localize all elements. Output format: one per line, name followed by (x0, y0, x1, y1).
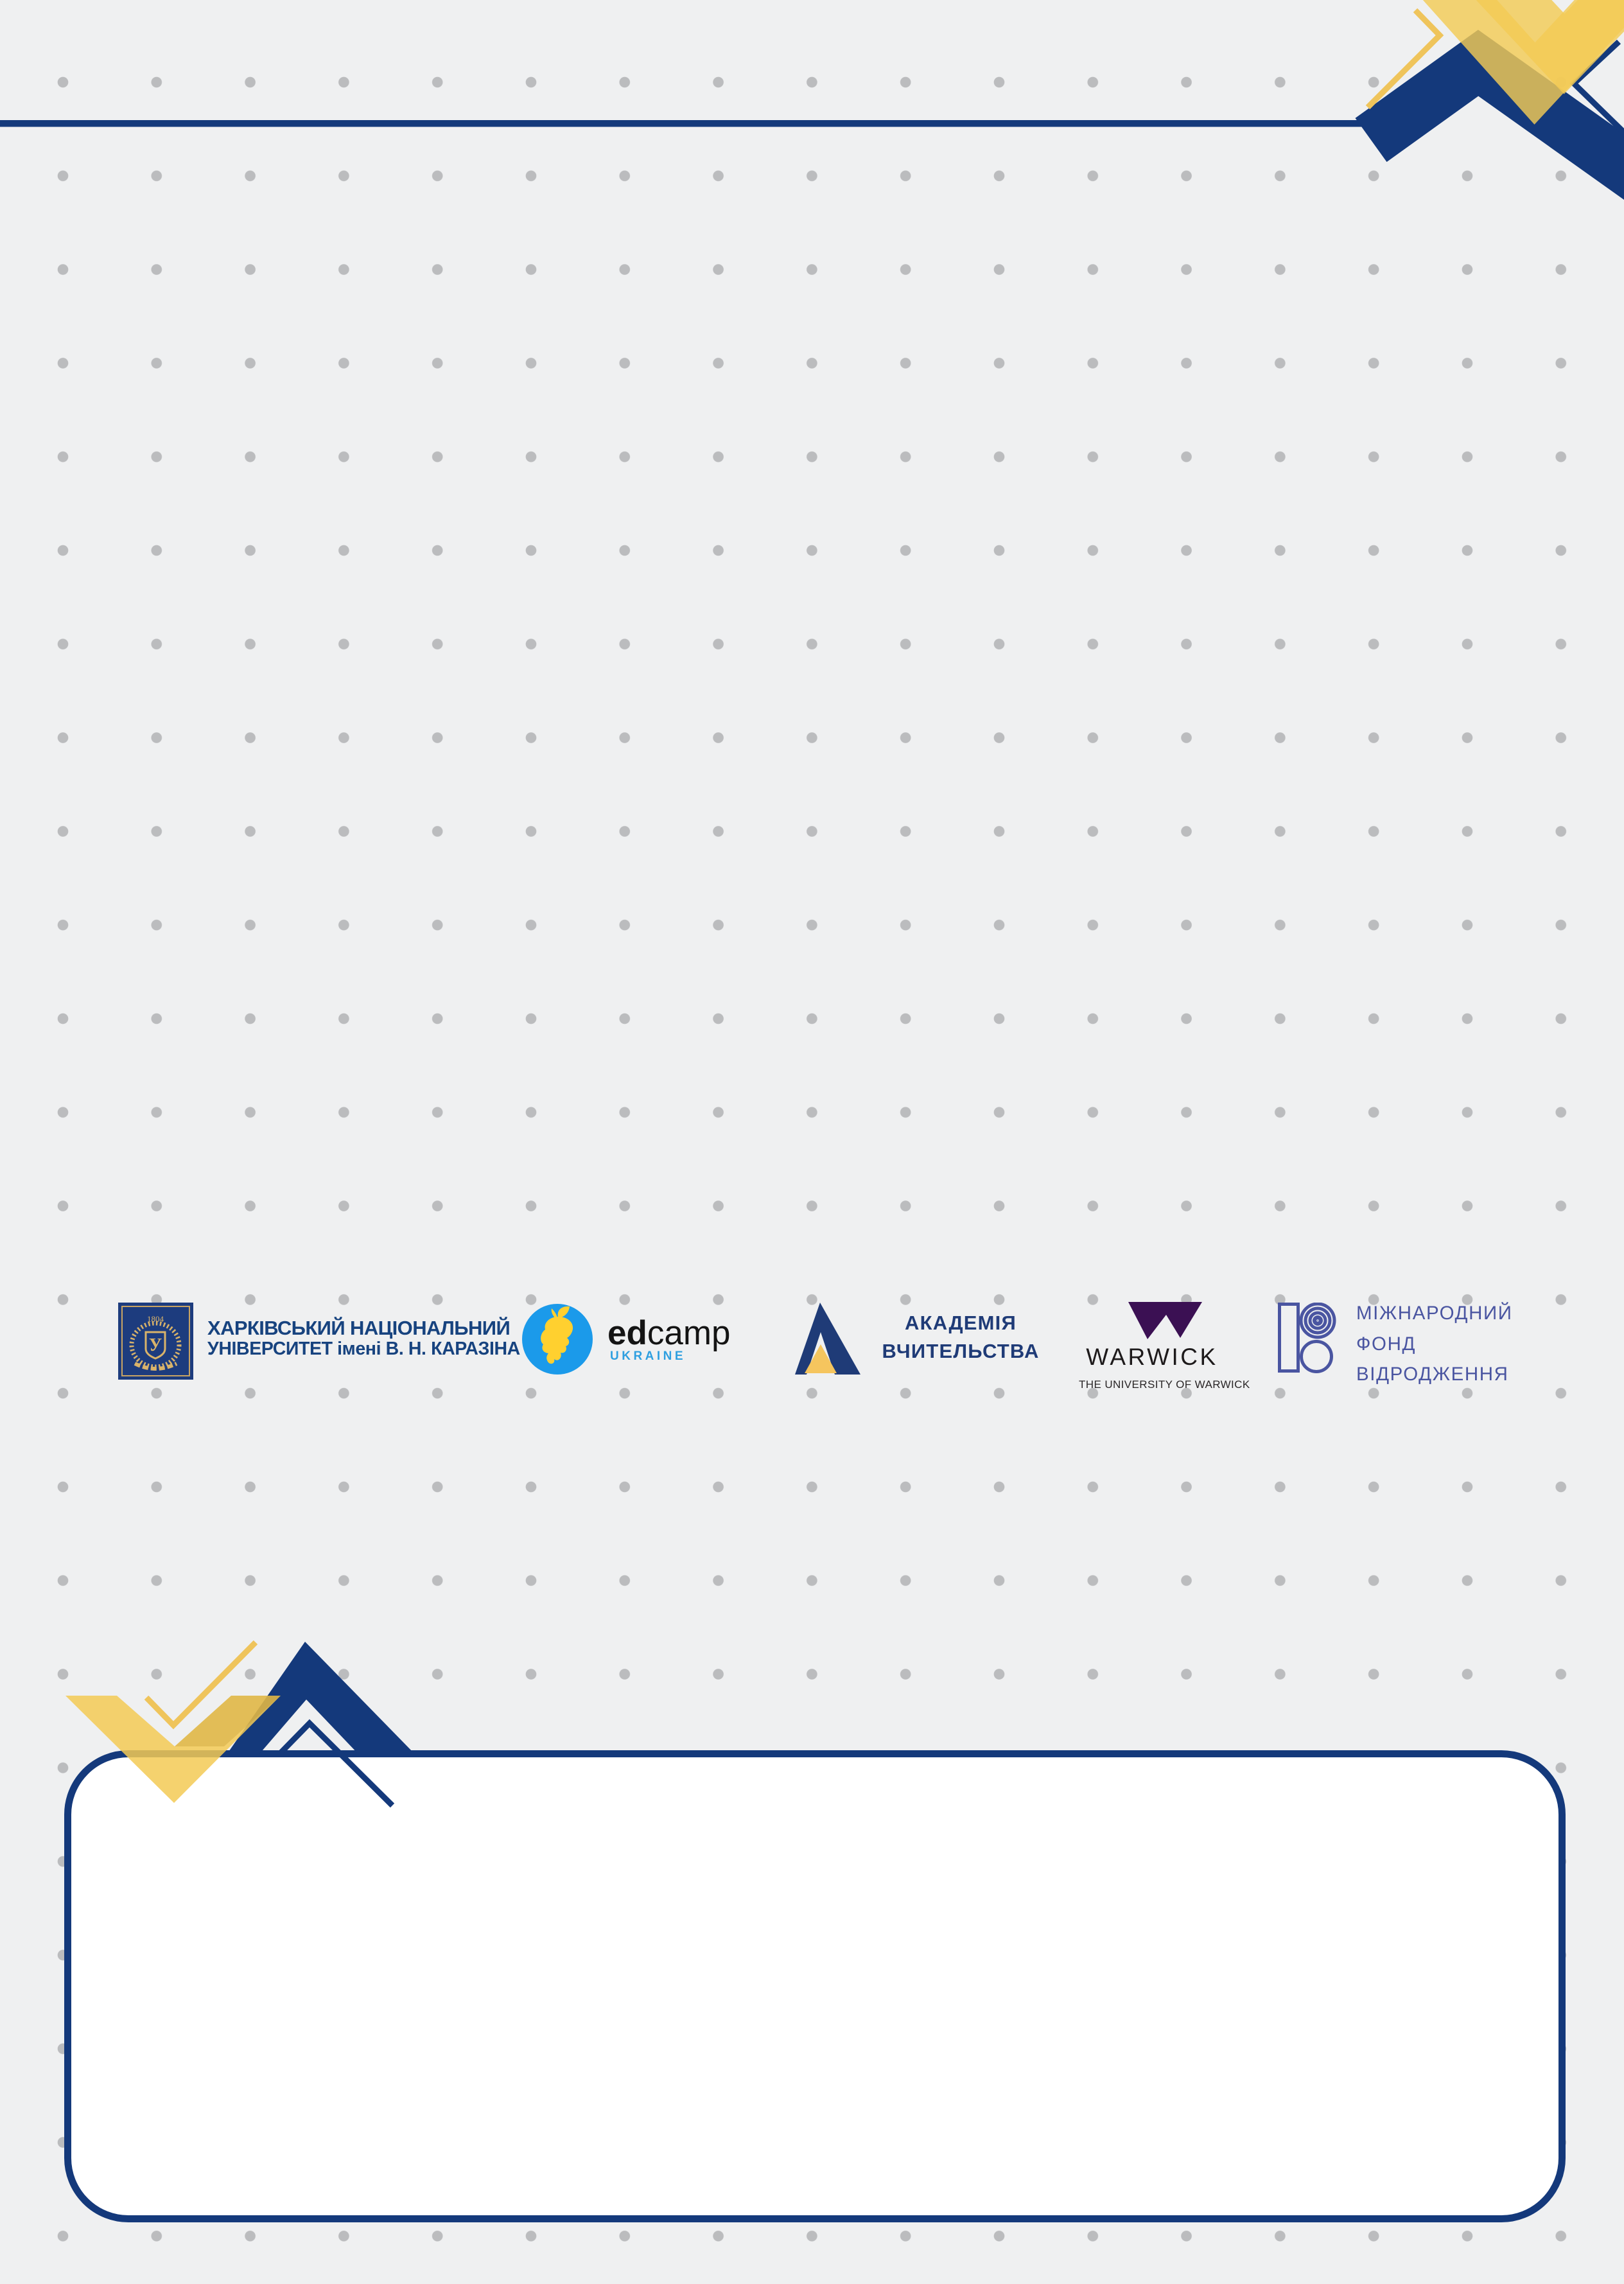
irf-mark-shapes (1280, 1304, 1335, 1372)
irf-name-line3: ВІДРОДЖЕННЯ (1356, 1364, 1509, 1385)
irf-name (1356, 1298, 1513, 1390)
academy-logo-icon (792, 1301, 863, 1376)
karazin-university-logo (118, 1303, 193, 1380)
karazin-emblem-border (121, 1306, 190, 1376)
academy-name-line1: АКАДЕМІЯ (905, 1312, 1017, 1334)
edcamp-word-bold: ed (607, 1314, 647, 1352)
academy-name (864, 1309, 1057, 1366)
warwick-logo-icon (1127, 1302, 1203, 1340)
bottom-left-chevron-decoration (0, 1561, 450, 1856)
karazin-emblem-letter: У (148, 1335, 162, 1355)
top-divider-line (0, 120, 1395, 127)
karazin-name-line2: УНІВЕРСИТЕТ імені В. Н. КАРАЗІНА (207, 1339, 520, 1359)
karazin-university-name (207, 1317, 520, 1359)
edcamp-wordmark (607, 1316, 730, 1350)
warwick-name: WARWICK (1086, 1344, 1218, 1370)
academy-name-line2: ВЧИТЕЛЬСТВА (882, 1340, 1040, 1362)
karazin-name-line1: ХАРКІВСЬКИЙ НАЦІОНАЛЬНИЙ (207, 1317, 511, 1339)
edcamp-logo-icon (522, 1304, 593, 1375)
edcamp-country-label: UKRAINE (610, 1349, 686, 1363)
warwick-w-icon (1128, 1302, 1202, 1339)
top-right-chevron-decoration (0, 0, 1624, 398)
warwick-subtitle: THE UNIVERSITY OF WARWICK (1079, 1378, 1250, 1391)
edcamp-word-light: camp (647, 1314, 731, 1352)
irf-name-line1: МІЖНАРОДНИЙ (1356, 1303, 1513, 1324)
karazin-emblem-year: 1804 (147, 1314, 164, 1324)
irf-logo-icon (1278, 1303, 1340, 1373)
irf-name-line2: ФОНД (1356, 1333, 1417, 1355)
navy-chevron-icon (1371, 63, 1624, 204)
